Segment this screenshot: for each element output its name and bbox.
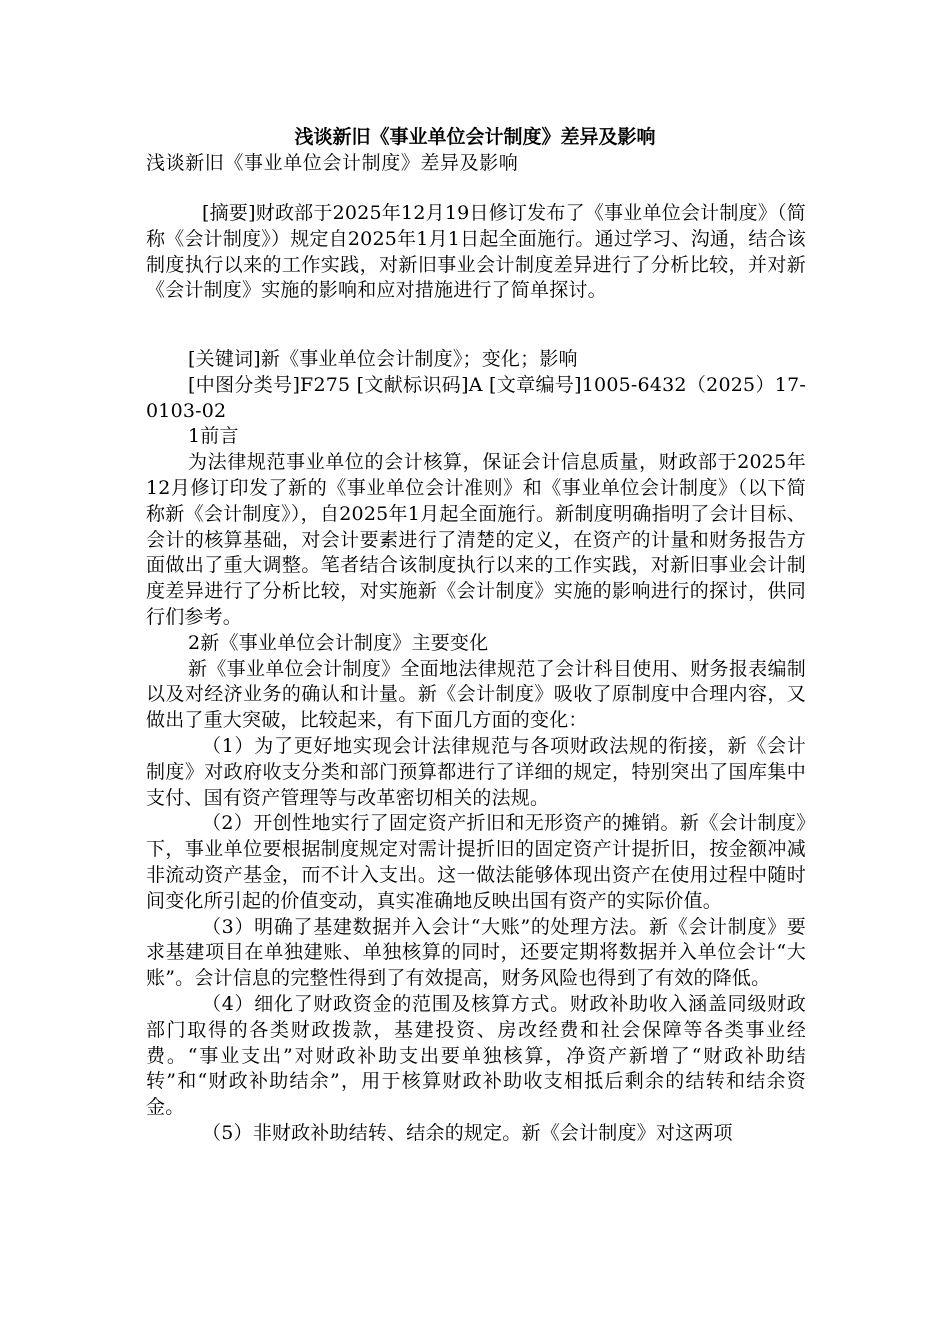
list-item-3: （3）明确了基建数据并入会计“大账”的处理方法。新《会计制度》要求基建项目在单独建账、单独核算的同时，还要定期将数据并入单位会计“大账”。会计信息的完整性得到了有效提高，财务风险也得到了有效的降低。 <box>146 915 806 990</box>
list-item-1: （1）为了更好地实现会计法律规范与各项财政法规的衔接，新《会计制度》对政府收支分类和部门预算都进行了详细的规定，特别突出了国库集中支付、国有资产管理等与改革密切相关的法规。 <box>146 734 806 809</box>
classification-line: [中图分类号]F275 [文献标识码]A [文章编号]1005-6432（2025）17-0103-02 <box>146 373 806 422</box>
main-body <box>146 347 806 1147</box>
list-item-4: （4）细化了财政资金的范围及核算方式。财政补助收入涵盖同级财政部门取得的各类财政拨款，基建投资、房改经费和社会保障等各类事业经费。“事业支出”对财政补助支出要单独核算，净资产新增了“财政补助结转”和“财政补助结余”，用于核算财政补助收支相抵后剩余的结转和结余资金。 <box>146 992 806 1119</box>
abstract-block <box>146 201 806 304</box>
document-title: 浅谈新旧《事业单位会计制度》差异及影响 <box>294 126 656 148</box>
section2-intro-paragraph: 新《事业单位会计制度》全面地法律规范了会计科目使用、财务报表编制以及对经济业务的确认和计量。新《会计制度》吸收了原制度中合理内容，又做出了重大突破，比较起来，有下面几方面的变化： <box>146 657 806 732</box>
document-subtitle: 浅谈新旧《事业单位会计制度》差异及影响 <box>146 152 519 174</box>
section2-heading: 2新《事业单位会计制度》主要变化 <box>188 631 489 654</box>
abstract-paragraph: [摘要]财政部于2025年12月19日修订发布了《事业单位会计制度》（简称《会计制度》）规定自2025年1月1日起全面施行。通过学习、沟通，结合该制度执行以来的工作实践，对新旧事业会计制度差异进行了分析比较，并对新《会计制度》实施的影响和应对措施进行了简单探讨。 <box>146 202 806 302</box>
keywords-line: [关键词]新《事业单位会计制度》；变化；影响 <box>188 348 578 370</box>
section1-paragraph: 为法律规范事业单位的会计核算，保证会计信息质量，财政部于2025年12月修订印发了新的《事业单位会计准则》和《事业单位会计制度》（以下简称新《会计制度》），自2025年1月起全面施行。新制度明确指明了会计目标、会计的核算基础，对会计要素进行了清楚的定义，在资产的计量和财务报告方面做出了重大调整。笔者结合该制度执行以来的工作实践，对新旧事业会计制度差异进行了分析比较，对实施新《会计制度》实施的影响进行的探讨，供同行们参考。 <box>146 451 806 628</box>
list-item-5: （5）非财政补助结转、结余的规定。新《会计制度》对这两项 <box>202 1121 733 1144</box>
list-item-2: （2）开创性地实行了固定资产折旧和无形资产的摊销。新《会计制度》下，事业单位要根据制度规定对需计提折旧的固定资产计提折旧，按金额冲减非流动资产基金，而不计入支出。这一做法能够体现出资产在使用过程中随时间变化所引起的价值变动，真实准确地反映出国有资产的实际价值。 <box>146 812 806 912</box>
section1-heading: 1前言 <box>188 425 239 448</box>
